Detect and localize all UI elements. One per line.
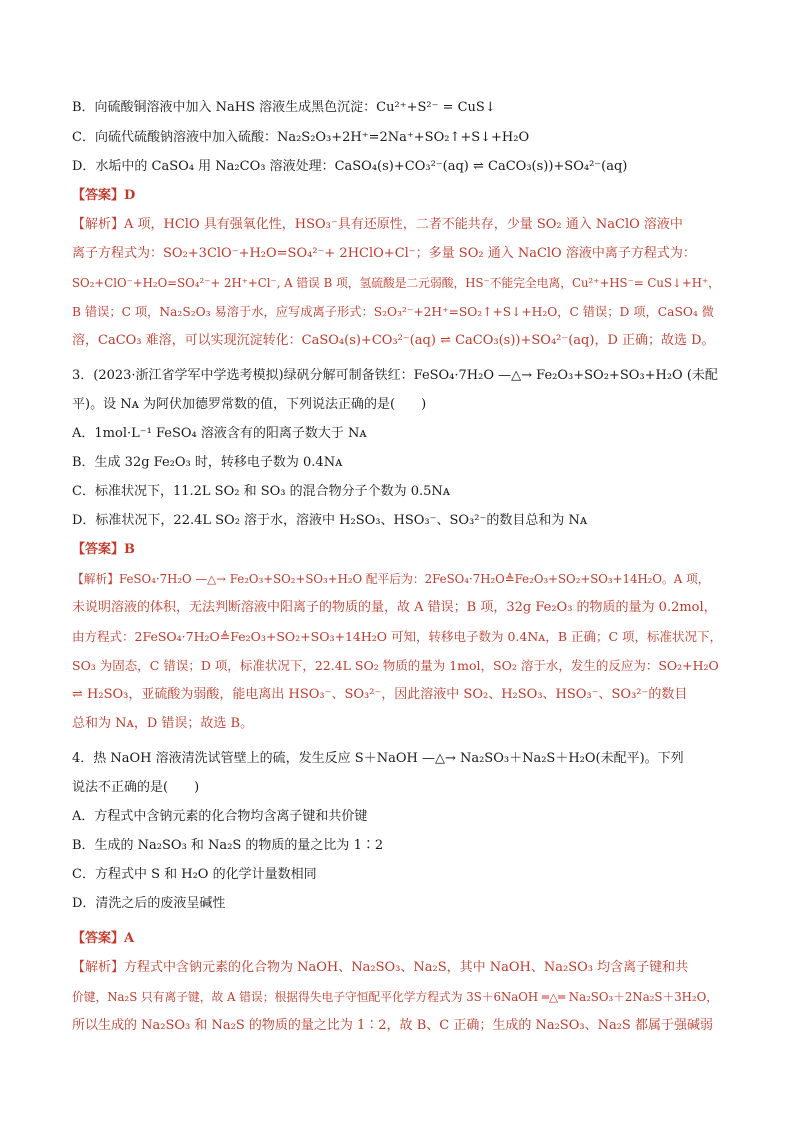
q4-answer: 【答案】A <box>72 931 135 946</box>
q3-explanation-line: 总和为 Nᴀ，D 错误；故选 B。 <box>72 716 254 731</box>
q4-option-c: C．方程式中 S 和 H₂O 的化学计量数相同 <box>72 867 317 882</box>
q3-explanation-line: 未说明溶液的体积，无法判断溶液中阳离子的物质的量，故 A 错误；B 项，32g Fe₂O₃ 的物质的量为 0.2mol， <box>72 600 717 615</box>
q3-stem: 平)。设 Nᴀ 为阿伏加德罗常数的值，下列说法正确的是( ) <box>72 397 427 412</box>
q4-stem: 说法不正确的是( ) <box>72 780 200 795</box>
q3-option-d: D．标准状况下，22.4L SO₂ 溶于水，溶液中 H₂SO₃、HSO₃⁻、SO₃²⁻的数目总和为 Nᴀ <box>72 513 588 528</box>
q2-explanation-line: 离子方程式为：SO₂+3ClO⁻+H₂O=SO₄²⁻+ 2HClO+Cl⁻；多量 SO₂ 通入 NaClO 溶液中离子方程式为： <box>72 246 696 261</box>
q4-option-b: B．生成的 Na₂SO₃ 和 Na₂S 的物质的量之比为 1∶2 <box>72 838 384 853</box>
q4-stem: 4．热 NaOH 溶液清洗试管壁上的硫，发生反应 S＋NaOH —△→ Na₂SO₃＋Na₂S＋H₂O(未配平)。下列 <box>72 751 684 766</box>
q2-explanation-line: 溶，CaCO₃ 难溶，可以实现沉淀转化：CaSO₄(s)+CO₃²⁻(aq) ⇌ CaCO₃(s))+SO₄²⁻(aq)，D 正确；故选 D。 <box>72 333 715 348</box>
q2-explanation-line: 【解析】A 项，HClO 具有强氧化性，HSO₃⁻具有还原性，二者不能共存，少量 SO₂ 通入 NaClO 溶液中 <box>72 217 683 232</box>
q2-explanation-line: SO₂+ClO⁻+H₂O=SO₄²⁻+ 2H⁺+Cl⁻, A 错误 B 项，氢硫酸是二元弱酸，HS⁻不能完全电离，Cu²⁺+HS⁻= CuS↓+H⁺， <box>72 276 720 290</box>
q3-option-b: B．生成 32g Fe₂O₃ 时，转移电子数为 0.4Nᴀ <box>72 455 343 470</box>
q3-explanation-line: SO₃ 为固态，C 错误；D 项，标准状况下，22.4L SO₂ 物质的量为 1mol，SO₂ 溶于水，发生的反应为：SO₂+H₂O <box>72 658 719 673</box>
q4-explanation-line: 价键，Na₂S 只有离子键，故 A 错误；根据得失电子守恒配平化学方程式为 3S＋6NaOH ═△═ Na₂SO₃＋2Na₂S＋3H₂O， <box>72 990 719 1004</box>
q3-stem: 3．(2023·浙江省学军中学选考模拟)绿矾分解可制备铁红：FeSO₄·7H₂O —△→ Fe₂O₃+SO₂+SO₃+H₂O (未配 <box>72 368 718 383</box>
q2-explanation-line: B 错误；C 项，Na₂S₂O₃ 易溶于水，应写成离子形式：S₂O₃²⁻+2H⁺=SO₂↑+S↓+H₂O，C 错误；D 项，CaSO₄ 微 <box>72 305 714 319</box>
q4-explanation-line: 【解析】方程式中含钠元素的化合物为 NaOH、Na₂SO₃、Na₂S，其中 NaOH、Na₂SO₃ 均含离子键和共 <box>72 960 689 975</box>
q4-explanation-line: 所以生成的 Na₂SO₃ 和 Na₂S 的物质的量之比为 1∶2，故 B、C 正确；生成的 Na₂SO₃、Na₂S 都属于强碱弱 <box>72 1018 713 1033</box>
q4-option-d: D．清洗之后的废液呈碱性 <box>72 896 226 911</box>
q2-option-b: B．向硫酸铜溶液中加入 NaHS 溶液生成黑色沉淀：Cu²⁺+S²⁻ = CuS↓ <box>72 100 496 115</box>
q3-explanation-line: 由方程式：2FeSO₄·7H₂O≜Fe₂O₃+SO₂+SO₃+14H₂O 可知，转移电子数为 0.4Nᴀ，B 正确；C 项，标准状况下， <box>72 629 723 644</box>
q2-option-c: C．向硫代硫酸钠溶液中加入硫酸：Na₂S₂O₃+2H⁺=2Na⁺+SO₂↑+S↓+H₂O <box>72 130 530 145</box>
q3-explanation-line: ⇌ H₂SO₃，亚硫酸为弱酸，能电离出 HSO₃⁻、SO₃²⁻，因此溶液中 SO₂、H₂SO₃、HSO₃⁻、SO₃²⁻的数目 <box>72 687 688 702</box>
q2-answer: 【答案】D <box>72 188 136 203</box>
q3-option-c: C．标准状况下，11.2L SO₂ 和 SO₃ 的混合物分子个数为 0.5Nᴀ <box>72 484 451 499</box>
q2-option-d: D．水垢中的 CaSO₄ 用 Na₂CO₃ 溶液处理：CaSO₄(s)+CO₃²⁻(aq) ⇌ CaCO₃(s))+SO₄²⁻(aq) <box>72 159 628 174</box>
q3-answer: 【答案】B <box>72 542 135 557</box>
q4-option-a: A．方程式中含钠元素的化合物均含离子键和共价键 <box>72 809 368 824</box>
q3-explanation-line: 【解析】FeSO₄·7H₂O —△→ Fe₂O₃+SO₂+SO₃+H₂O 配平后为：2FeSO₄·7H₂O≜Fe₂O₃+SO₂+SO₃+14H₂O。A 项， <box>72 572 710 586</box>
q3-option-a: A．1mol·L⁻¹ FeSO₄ 溶液含有的阳离子数大于 Nᴀ <box>72 426 367 441</box>
